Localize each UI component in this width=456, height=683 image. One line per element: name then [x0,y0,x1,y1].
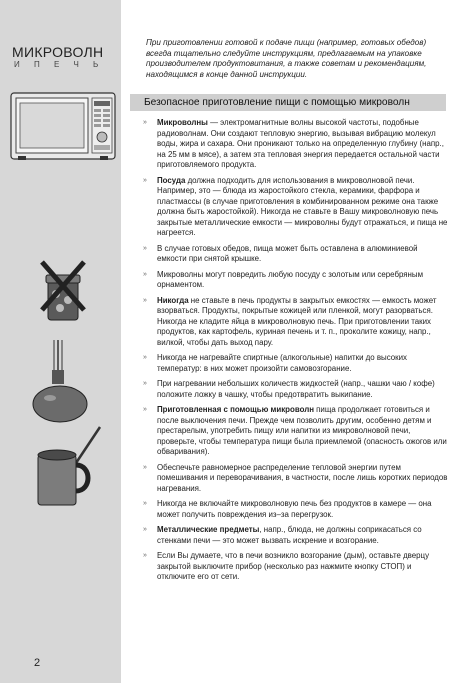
sidebar [0,0,121,683]
list-item [143,405,449,458]
list-item [143,244,449,265]
mug-spoon-illustration [30,425,102,510]
bullet-icon: » [143,354,147,361]
brand-title: МИКРОВОЛН [12,44,104,60]
bullet-icon: » [143,500,147,507]
list-item [143,353,449,374]
list-item [143,379,449,400]
item-text: не ставьте в печь продукты в закрытых емкостях — емкость может взорваться. Продукты, покрытые кожицей или пленкой, могут разорваться. Никогда не кладите яйца в микроволновую печь. При приготовлении таких продуктов, как картофель, куриная печень и т. п., проколите кожицу, напр., вилкой, чтобы дать выход пару. [157,295,437,347]
bullet-icon: » [143,406,147,413]
microwave-illustration [10,92,116,162]
item-text: должна подходить для использования в микроволновой печи. Например, это — блюда из жаростойкого стекла, керамики, фарфора и пластмассы (в случае приготовления в комбинированном режиме она также должна быть жаростойкой). Никогда не ставьте в Вашу микроволновую печь закрытые металлические емкости — микроволны будут отражаться, и пища не нагреется. [157,175,448,237]
page-number: 2 [34,657,41,669]
potato-fork-illustration [30,340,90,425]
item-text: Если Вы думаете, что в печи возникло возгорание (дым), оставьте дверцу закрытой выключите прибор (несколько раз нажмите кнопку СТОП) и отключите его от сети. [157,551,430,581]
item-text: Никогда не нагревайте спиртные (алкогольные) напитки до высоких температур: в них может произойти самовозгорание. [157,353,407,373]
list-item [143,463,449,495]
bullet-icon: » [143,176,147,184]
item-text: Обеспечьте равномерное распределение тепловой энергии путем помешивания и переворачивания, в частности, после лишь коротких периодов нагревания. [157,462,448,493]
bullet-icon: » [143,380,147,387]
item-bold-text: Никогда [157,295,189,305]
bullet-icon: » [143,463,147,471]
list-item [143,270,449,291]
jar-crossed-illustration [38,258,88,328]
bullet-icon: » [143,296,147,304]
item-text: пища продолжает готовиться и после выключения печи. Прежде чем позволить другим, особенно детям и престарелым, употребить пищу или напитки из микроволновой печи, проверьте, чтобы температура пищи была приемлемой (опасность ожогов или обваривания). [157,405,447,456]
item-bold-text: Металлические предметы [157,525,260,534]
bullet-icon: » [143,244,147,252]
item-text: Никогда не включайте микроволновую печь без продуктов в камере — она может получить повреждения из–за перегрузок. [157,499,432,519]
item-bold-text: Микроволны [157,118,208,127]
bullet-icon: » [143,270,147,278]
list-item [143,525,449,546]
item-text: В случае готовых обедов, пища может быть оставлена в алюминиевой емкости при снятой крышке. [157,243,418,263]
section-heading: Безопасное приготовление пищи с помощью микроволн [130,94,446,111]
brand-subtitle: И П Е Ч Ь [14,60,105,69]
bullet-icon: » [143,552,147,559]
item-bold-text: Приготовленная с помощью микроволн [157,405,314,414]
bullet-icon: » [143,119,147,126]
item-text: , напр., блюда, не должны соприкасаться со стенками печи — это может вызвать искрение и возгорание. [157,525,422,545]
list-item [143,296,449,349]
list-item [143,499,449,520]
item-text: — электромагнитные волны высокой частоты, подобные радиоволнам. Они создают тепловую энергию, вызывая вибрацию молекул воды, жира и сахара. Они проникают только на определенную глубину (напр., на 25 мм в мясе), а затем эта тепловая энергия передается остальной части приготовляемого продукта. [157,118,444,169]
list-item [143,176,449,239]
safety-list [143,118,449,588]
item-text: При нагревании небольших количеств жидкостей (напр., чашки чаю / кофе) положите ложку в чашку, чтобы предотвратить выкипание. [157,379,435,399]
item-bold-text: Посуда [157,175,186,185]
list-item [143,118,449,171]
brand-logo [12,44,116,69]
intro-text: При приготовлении готовой к подаче пищи (например, готовых обедов) всегда тщательно следуйте инструкциям, предлагаемым на упаковке производителем продуктовитания, а также советам и рекомендациям, находящимся в конце данной инструкции. [146,38,427,79]
bullet-icon: » [143,526,147,533]
list-item [143,551,449,583]
item-text: Микроволны могут повредить любую посуду с золотым или серебряным орнаментом. [157,269,424,289]
